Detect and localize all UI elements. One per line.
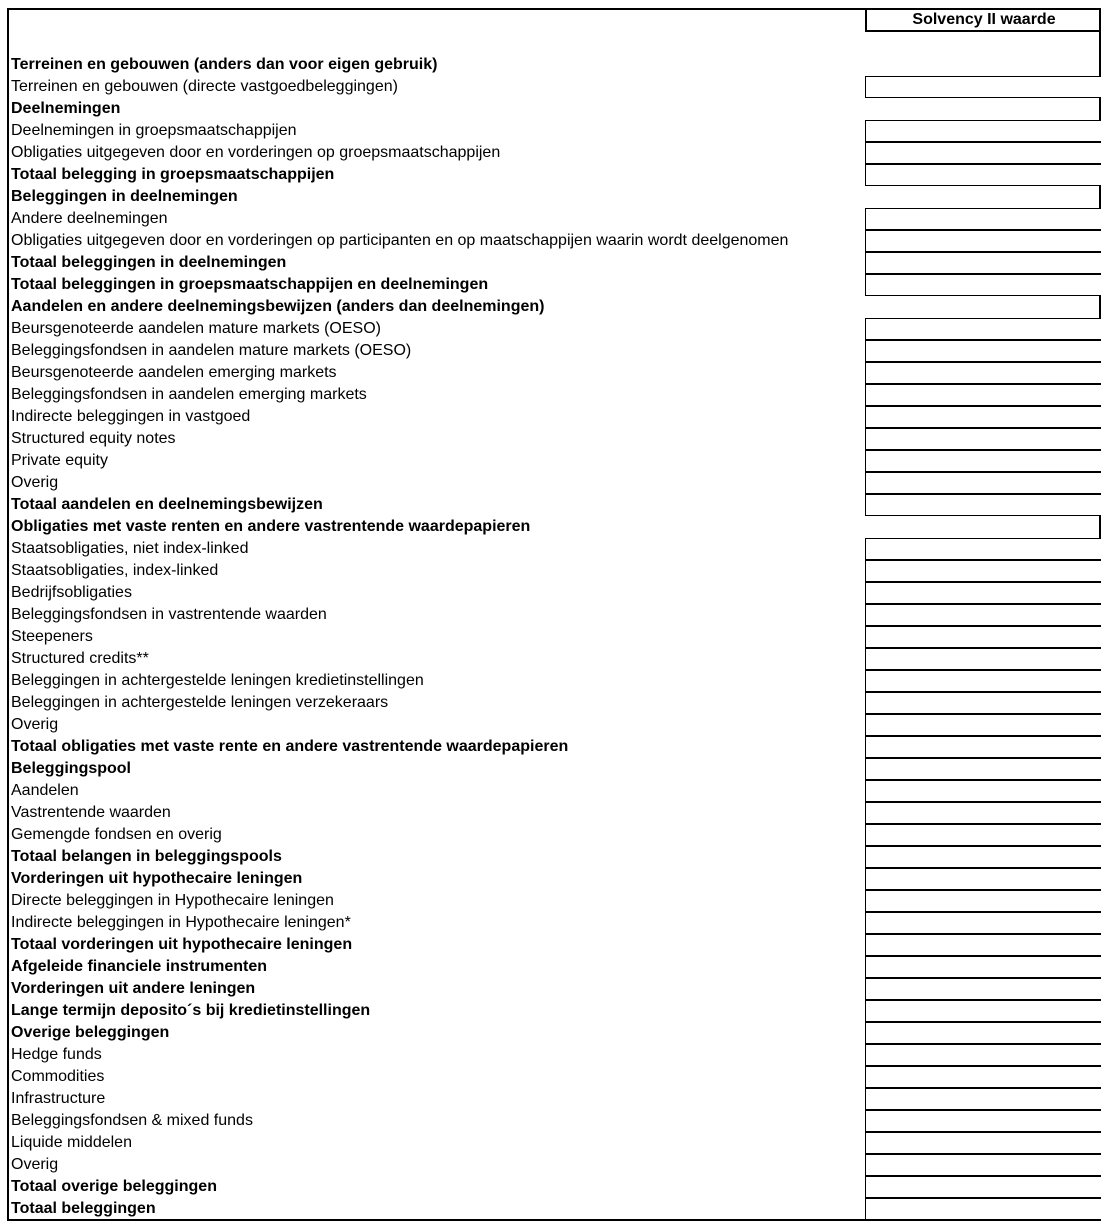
row-heading: Aandelen en andere deelnemingsbewijzen (anders dan deelnemingen)	[11, 298, 545, 315]
row-heading: Totaal overige beleggingen	[11, 1178, 217, 1195]
row-label: Beleggingsfondsen in aandelen mature markets (OESO)	[11, 342, 412, 359]
row-heading: Lange termijn deposito´s bij kredietinstellingen	[11, 1002, 371, 1019]
row-label: Overig	[11, 1156, 59, 1173]
value-cell[interactable]	[865, 274, 1101, 296]
value-cell[interactable]	[865, 1022, 1101, 1044]
value-cell[interactable]	[865, 582, 1101, 604]
value-cell[interactable]	[865, 1110, 1101, 1132]
value-cell[interactable]	[865, 934, 1101, 956]
row-heading: Totaal vorderingen uit hypothecaire leningen	[11, 936, 353, 953]
row-heading: Deelnemingen	[11, 100, 121, 117]
row-label: Terreinen en gebouwen (directe vastgoedbeleggingen)	[11, 78, 398, 95]
row-label: Beursgenoteerde aandelen mature markets (OESO)	[11, 320, 381, 337]
value-cell[interactable]	[865, 824, 1101, 846]
value-cell[interactable]	[865, 208, 1101, 230]
row-heading: Totaal obligaties met vaste rente en andere vastrentende waardepapieren	[11, 738, 569, 755]
row-heading: Overige beleggingen	[11, 1024, 170, 1041]
row-heading: Afgeleide financiele instrumenten	[11, 958, 268, 975]
row-label: Liquide middelen	[11, 1134, 132, 1151]
value-cell[interactable]	[865, 252, 1101, 274]
value-cell[interactable]	[865, 340, 1101, 362]
row-label: Bedrijfsobligaties	[11, 584, 132, 601]
value-cell[interactable]	[865, 76, 1101, 98]
value-cell[interactable]	[865, 230, 1101, 252]
row-label: Aandelen	[11, 782, 79, 799]
value-cell[interactable]	[865, 384, 1101, 406]
row-label: Infrastructure	[11, 1090, 106, 1107]
row-heading: Totaal beleggingen in deelnemingen	[11, 254, 287, 271]
row-label: Overig	[11, 474, 59, 491]
row-heading: Terreinen en gebouwen (anders dan voor eigen gebruik)	[11, 56, 438, 73]
row-heading: Totaal aandelen en deelnemingsbewijzen	[11, 496, 323, 513]
value-cell[interactable]	[865, 1044, 1101, 1066]
value-cell[interactable]	[865, 604, 1101, 626]
column-header-solvency-value: Solvency II waarde	[865, 9, 1101, 32]
value-cell[interactable]	[865, 1154, 1101, 1176]
row-label: Staatsobligaties, niet index-linked	[11, 540, 249, 557]
value-cell[interactable]	[865, 1000, 1101, 1022]
row-label: Commodities	[11, 1068, 105, 1085]
row-label: Staatsobligaties, index-linked	[11, 562, 219, 579]
value-cell[interactable]	[865, 1132, 1101, 1154]
row-label: Private equity	[11, 452, 108, 469]
value-cell[interactable]	[865, 538, 1101, 560]
value-cell[interactable]	[865, 670, 1101, 692]
value-cell[interactable]	[865, 164, 1101, 186]
value-cell[interactable]	[865, 1176, 1101, 1198]
row-heading: Totaal belegging in groepsmaatschappijen	[11, 166, 335, 183]
row-heading: Vorderingen uit hypothecaire leningen	[11, 870, 303, 887]
row-label: Hedge funds	[11, 1046, 102, 1063]
row-heading: Totaal beleggingen	[11, 1200, 156, 1217]
value-cell[interactable]	[865, 868, 1101, 890]
value-cell[interactable]	[865, 1088, 1101, 1110]
row-label: Beleggingsfondsen in vastrentende waarden	[11, 606, 327, 623]
row-label: Indirecte beleggingen in vastgoed	[11, 408, 251, 425]
row-label: Directe beleggingen in Hypothecaire leningen	[11, 892, 334, 909]
value-cell[interactable]	[865, 978, 1101, 1000]
row-heading: Vorderingen uit andere leningen	[11, 980, 256, 997]
row-label: Beleggingen in achtergestelde leningen verzekeraars	[11, 694, 389, 711]
value-cell[interactable]	[865, 956, 1101, 978]
value-cell[interactable]	[865, 846, 1101, 868]
row-label: Steepeners	[11, 628, 93, 645]
value-cell[interactable]	[865, 472, 1101, 494]
row-label: Beleggingsfondsen in aandelen emerging markets	[11, 386, 367, 403]
row-label: Beleggingen in achtergestelde leningen kredietinstellingen	[11, 672, 424, 689]
value-cell[interactable]	[865, 362, 1101, 384]
value-cell[interactable]	[865, 736, 1101, 758]
value-cell[interactable]	[865, 1198, 1101, 1220]
value-cell[interactable]	[865, 120, 1101, 142]
row-heading: Beleggingspool	[11, 760, 131, 777]
value-cell[interactable]	[865, 318, 1101, 340]
value-cell[interactable]	[865, 648, 1101, 670]
row-heading: Beleggingen in deelnemingen	[11, 188, 238, 205]
row-label: Vastrentende waarden	[11, 804, 171, 821]
value-cell[interactable]	[865, 714, 1101, 736]
value-cell[interactable]	[865, 406, 1101, 428]
value-cell[interactable]	[865, 912, 1101, 934]
row-label: Andere deelnemingen	[11, 210, 168, 227]
row-label: Overig	[11, 716, 59, 733]
value-cell[interactable]	[865, 560, 1101, 582]
row-label: Structured equity notes	[11, 430, 176, 447]
value-cell[interactable]	[865, 450, 1101, 472]
value-cell[interactable]	[865, 428, 1101, 450]
row-label: Beursgenoteerde aandelen emerging markets	[11, 364, 337, 381]
row-label: Indirecte beleggingen in Hypothecaire leningen*	[11, 914, 351, 931]
row-label: Obligaties uitgegeven door en vorderingen op participanten en op maatschappijen waarin wordt deelgenomen	[11, 232, 789, 249]
value-cell[interactable]	[865, 758, 1101, 780]
row-label: Obligaties uitgegeven door en vorderingen op groepsmaatschappijen	[11, 144, 501, 161]
value-cell[interactable]	[865, 1066, 1101, 1088]
row-heading: Obligaties met vaste renten en andere vastrentende waardepapieren	[11, 518, 531, 535]
row-label: Deelnemingen in groepsmaatschappijen	[11, 122, 297, 139]
value-cell[interactable]	[865, 692, 1101, 714]
value-cell[interactable]	[865, 626, 1101, 648]
row-heading: Totaal belangen in beleggingspools	[11, 848, 282, 865]
row-label: Beleggingsfondsen & mixed funds	[11, 1112, 253, 1129]
row-label: Gemengde fondsen en overig	[11, 826, 222, 843]
row-label: Structured credits**	[11, 650, 149, 667]
value-cell[interactable]	[865, 142, 1101, 164]
value-cell[interactable]	[865, 494, 1101, 516]
row-heading: Totaal beleggingen in groepsmaatschappijen en deelnemingen	[11, 276, 489, 293]
value-cell[interactable]	[865, 890, 1101, 912]
value-cell[interactable]	[865, 780, 1101, 802]
value-cell[interactable]	[865, 802, 1101, 824]
